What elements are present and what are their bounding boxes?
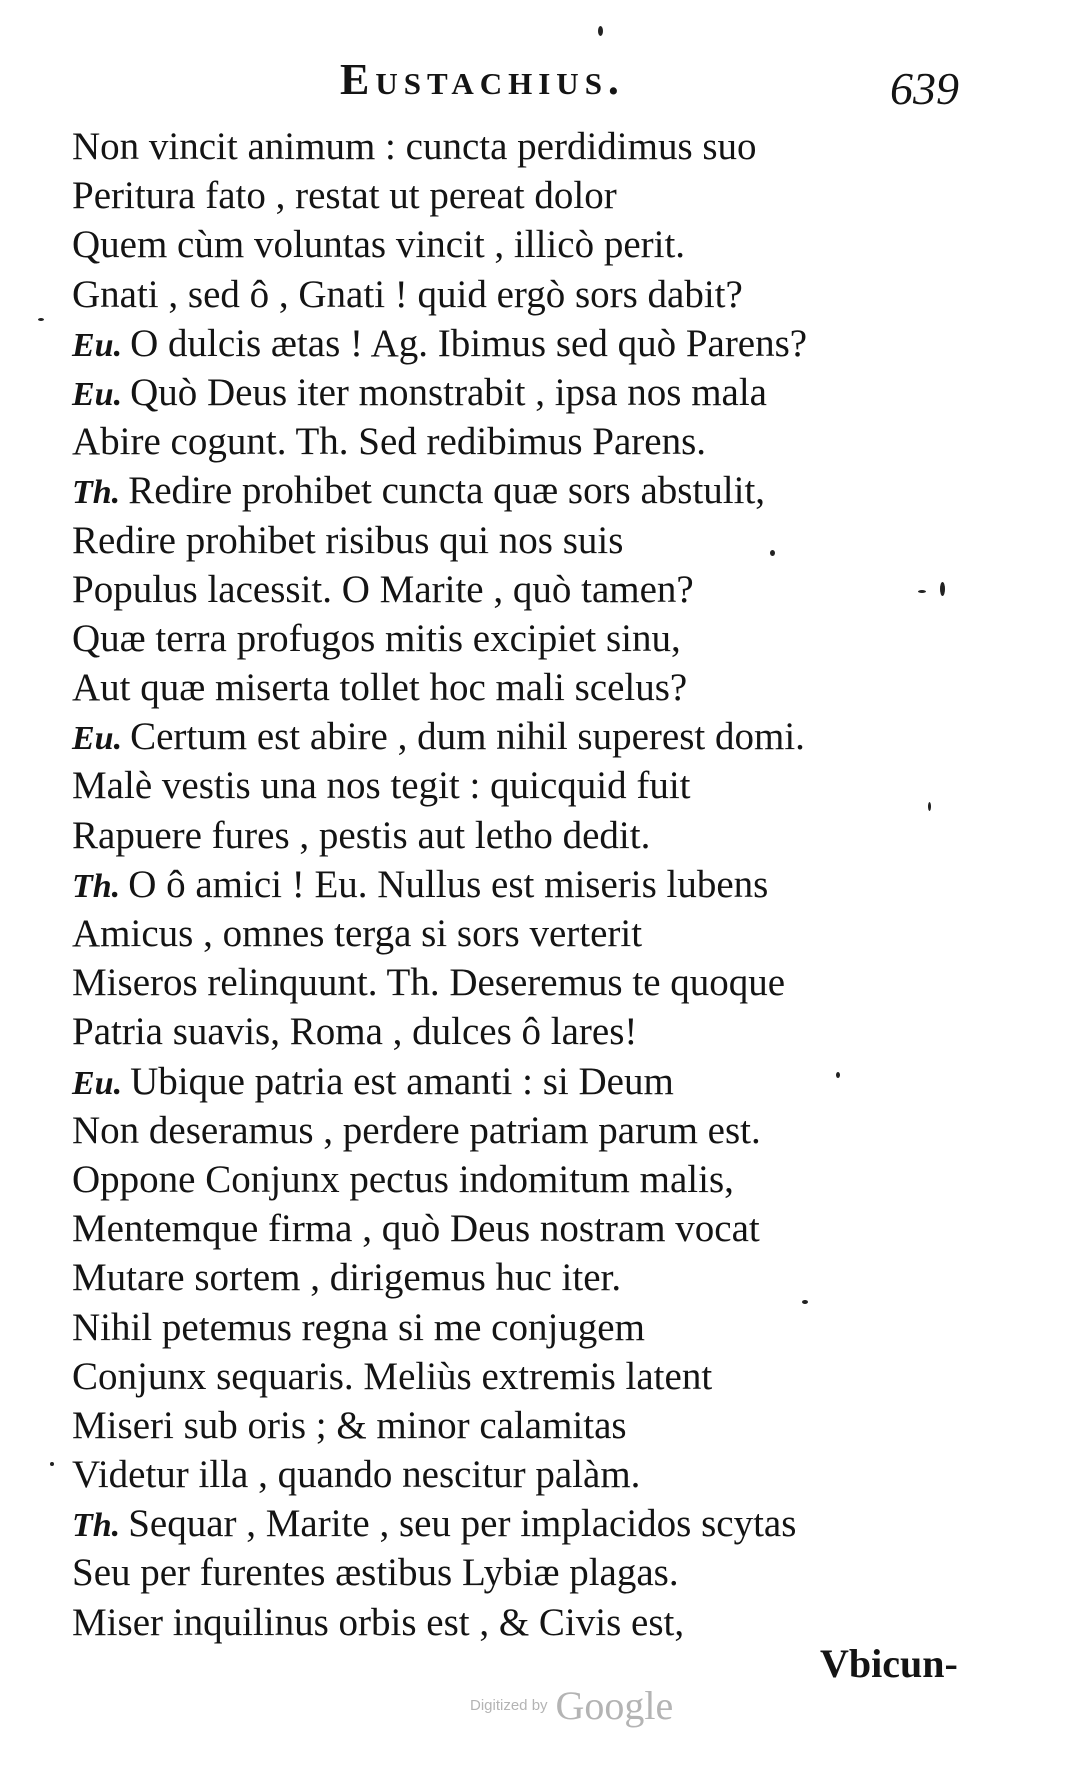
- speaker-label: Eu.: [72, 326, 123, 364]
- verse-line-text: Amicus , omnes terga si sors verterit: [72, 912, 643, 955]
- ink-speck: [928, 802, 931, 811]
- catchword: Vbicun-: [820, 1641, 958, 1686]
- speaker-label: Eu.: [72, 720, 123, 758]
- verse-line: [72, 1155, 972, 1204]
- verse-text: [72, 122, 972, 1647]
- verse-line-text: Miser inquilinus orbis est , & Civis est,: [72, 1600, 685, 1644]
- verse-line-text: Quem cùm voluntas vincit , illicò perit.: [72, 223, 686, 267]
- verse-line: [72, 122, 972, 171]
- verse-line-text: Conjunx sequaris. Meliùs extremis latent: [72, 1354, 713, 1398]
- ink-speck: [38, 318, 44, 321]
- verse-line: [72, 712, 972, 761]
- verse-line: [72, 1106, 972, 1155]
- verse-line-text: O dulcis ætas ! Ag. Ibimus sed quò Parens?: [130, 321, 808, 365]
- speaker-label: Eu.: [72, 1064, 123, 1102]
- verse-line: [72, 1204, 972, 1253]
- verse-line: [72, 516, 972, 565]
- verse-line: [72, 319, 972, 368]
- verse-line-text: Non deseramus , perdere patriam parum est.: [72, 1108, 761, 1152]
- verse-line-text: Gnati , sed ô , Gnati ! quid ergò sors dabit?: [72, 272, 743, 316]
- verse-line: [72, 565, 972, 614]
- verse-line: [72, 1401, 972, 1450]
- google-logo: Google: [555, 1683, 674, 1728]
- verse-line: [72, 614, 972, 663]
- verse-line-text: Peritura fato , restat ut pereat dolor: [72, 174, 617, 218]
- watermark-prefix: Digitized by: [470, 1697, 548, 1714]
- verse-line: [72, 171, 972, 220]
- verse-line-text: Quò Deus iter monstrabit , ipsa nos mala: [130, 370, 767, 414]
- ink-speck: [598, 26, 603, 36]
- speaker-label: Th.: [72, 474, 121, 512]
- verse-line-text: Sequar , Marite , seu per implacidos scytas: [128, 1502, 797, 1546]
- verse-line-text: Nihil petemus regna si me conjugem: [72, 1305, 645, 1349]
- verse-line-text: Aut quæ miserta tollet hoc mali scelus?: [72, 666, 688, 710]
- ink-speck: [50, 1462, 54, 1466]
- verse-line-text: Mutare sortem , dirigemus huc iter.: [72, 1256, 622, 1300]
- verse-line-text: Non vincit animum : cuncta perdidimus suo: [72, 125, 757, 168]
- verse-line: [72, 1007, 972, 1056]
- verse-line-text: Redire prohibet risibus qui nos suis: [72, 518, 624, 562]
- speaker-label: Th.: [72, 867, 121, 905]
- verse-line-text: Miseros relinquunt. Th. Deseremus te quoque: [72, 961, 786, 1005]
- verse-line: [72, 1057, 972, 1106]
- verse-line: [72, 909, 972, 958]
- verse-line: [72, 1253, 972, 1302]
- ink-speck: [836, 1072, 840, 1078]
- verse-line-text: Populus lacessit. O Marite , quò tamen?: [72, 567, 694, 611]
- verse-line-text: Malè vestis una nos tegit : quicquid fuit: [72, 764, 691, 808]
- verse-line: [72, 220, 972, 269]
- verse-line-text: Mentemque firma , quò Deus nostram vocat: [72, 1207, 760, 1251]
- verse-line: [72, 368, 972, 417]
- digitization-watermark: [470, 1682, 673, 1729]
- verse-line-text: O ô amici ! Eu. Nullus est miseris lubens: [128, 862, 769, 906]
- verse-line: [72, 1303, 972, 1352]
- speaker-label: Th.: [72, 1507, 121, 1545]
- ink-speck: [770, 550, 775, 556]
- verse-line-text: Videtur illa , quando nescitur palàm.: [72, 1453, 641, 1497]
- verse-line-text: Miseri sub oris ; & minor calamitas: [72, 1403, 627, 1447]
- verse-line-text: Patria suavis, Roma , dulces ô lares!: [72, 1010, 638, 1054]
- verse-line: [72, 1352, 972, 1401]
- verse-line-text: Oppone Conjunx pectus indomitum malis,: [72, 1157, 734, 1201]
- verse-line: [72, 466, 972, 515]
- verse-line: [72, 761, 972, 810]
- verse-line-text: Rapuere fures , pestis aut letho dedit.: [72, 813, 651, 857]
- verse-line: [72, 1499, 972, 1548]
- verse-line-text: Quæ terra profugos mitis excipiet sinu,: [72, 616, 681, 660]
- ink-speck: [940, 582, 945, 596]
- ink-speck: [802, 1300, 808, 1304]
- verse-line: [72, 860, 972, 909]
- verse-line: [72, 811, 972, 860]
- verse-line-text: Certum est abire , dum nihil superest domi.: [130, 715, 805, 759]
- ink-speck: [918, 590, 926, 593]
- verse-line: [72, 1548, 972, 1597]
- running-head: Eustachius.: [340, 55, 625, 104]
- verse-line: [72, 1450, 972, 1499]
- verse-line-text: Seu per furentes æstibus Lybiæ plagas.: [72, 1551, 679, 1595]
- verse-line: [72, 417, 972, 466]
- speaker-label: Eu.: [72, 375, 123, 413]
- verse-line-text: Redire prohibet cuncta quæ sors abstulit,: [128, 469, 766, 513]
- verse-line-text: Ubique patria est amanti : si Deum: [130, 1059, 674, 1103]
- page-number: 639: [890, 63, 959, 114]
- verse-line: [72, 663, 972, 712]
- verse-line: [72, 958, 972, 1007]
- verse-line: [72, 270, 972, 319]
- verse-line-text: Abire cogunt. Th. Sed redibimus Parens.: [72, 420, 707, 464]
